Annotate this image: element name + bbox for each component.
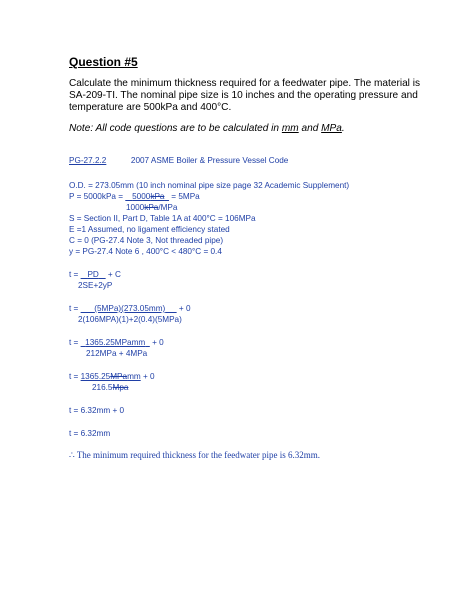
note-mm: mm (281, 123, 299, 134)
given-pressure (69, 191, 200, 202)
code-reference (69, 155, 288, 166)
code-section: PG-27.2.2 (69, 156, 107, 165)
given-stress: S = Section II, Part D, Table 1A at 400°C = 106MPa (69, 214, 256, 223)
note (69, 123, 409, 135)
step-1-numerator (69, 269, 121, 280)
step-1-prefix: t = (69, 270, 81, 279)
pressure-prefix: P = 5000kPa = (69, 192, 126, 201)
note-prefix: Note: All code questions are to be calculated in (69, 123, 282, 134)
step-5: t = 6.32mm + 0 (69, 406, 125, 415)
pressure-den-unit: kPa (144, 203, 159, 212)
given-pressure-denominator (126, 202, 177, 213)
pressure-den-suffix: /MPa (158, 203, 178, 212)
step-1-num (81, 270, 106, 279)
step-4-den-value: 216.5 (92, 383, 113, 392)
problem-line-2: SA-209-TI. The nominal pipe size is 10 inches and the operating pressure and (69, 90, 418, 101)
step-2-numerator (69, 303, 191, 314)
problem-line-1: Calculate the minimum thickness required for a feedwater pipe. The material is (69, 78, 421, 89)
step-2-num-text: (5MPa)(273.05mm) (94, 304, 166, 313)
note-mpa: MPa (321, 123, 342, 134)
given-efficiency: E =1 Assumed, no ligament efficiency stated (69, 225, 230, 234)
step-3-numerator (69, 337, 164, 348)
step-4-num (81, 372, 141, 381)
step-2-denominator: 2(106MPA)(1)+2(0.4)(5MPa) (78, 315, 182, 324)
step-3-prefix: t = (69, 338, 81, 347)
pressure-numerator (125, 192, 169, 201)
note-end: . (341, 123, 345, 134)
note-and: and (298, 123, 322, 134)
step-2-suffix: + 0 (176, 304, 191, 313)
step-4-num-value: 1365.25 (80, 372, 111, 381)
step-3-num (81, 338, 150, 347)
pressure-num-unit: kPa (150, 192, 165, 201)
problem-line-3: temperature are 500kPa and 400°C. (69, 102, 232, 113)
step-3-num-text: 1365.25MPamm (85, 338, 146, 347)
step-1-denominator: 2SE+2yP (78, 281, 113, 290)
step-4-num-unit: MPa (110, 372, 128, 381)
step-1-suffix: + C (105, 270, 121, 279)
step-1-num-text: PD (87, 270, 99, 279)
step-3-suffix: + 0 (149, 338, 164, 347)
conclusion: ∴ The minimum required thickness for the feedwater pipe is 6.32mm. (69, 450, 320, 460)
step-4-numerator (69, 371, 155, 382)
step-6-result: t = 6.32mm (69, 429, 111, 438)
code-name: 2007 ASME Boiler & Pressure Vessel Code (130, 156, 289, 165)
step-4-num-suffix: mm (127, 372, 141, 381)
step-4-den-unit: Mpa (112, 383, 129, 392)
question-title: Question #5 (69, 55, 138, 69)
step-2-prefix: t = (69, 304, 81, 313)
pressure-den-value: 1000 (126, 203, 145, 212)
given-od: O.D. = 273.05mm (10 inch nominal pipe size page 32 Academic Supplement) (69, 181, 350, 190)
step-2-num (81, 304, 177, 313)
given-y-coefficient: y = PG-27.4 Note 6 , 400°C < 480°C = 0.4 (69, 247, 222, 256)
step-4-suffix: + 0 (140, 372, 155, 381)
pressure-num-value: 5000 (132, 192, 151, 201)
pressure-result: = 5MPa (169, 192, 200, 201)
step-4-denominator (92, 382, 128, 393)
given-corrosion: C = 0 (PG-27.4 Note 3, Not threaded pipe) (69, 236, 224, 245)
step-3-denominator: 212MPa + 4MPa (86, 349, 148, 358)
step-4-prefix: t = (69, 372, 81, 381)
problem-statement (69, 78, 421, 114)
